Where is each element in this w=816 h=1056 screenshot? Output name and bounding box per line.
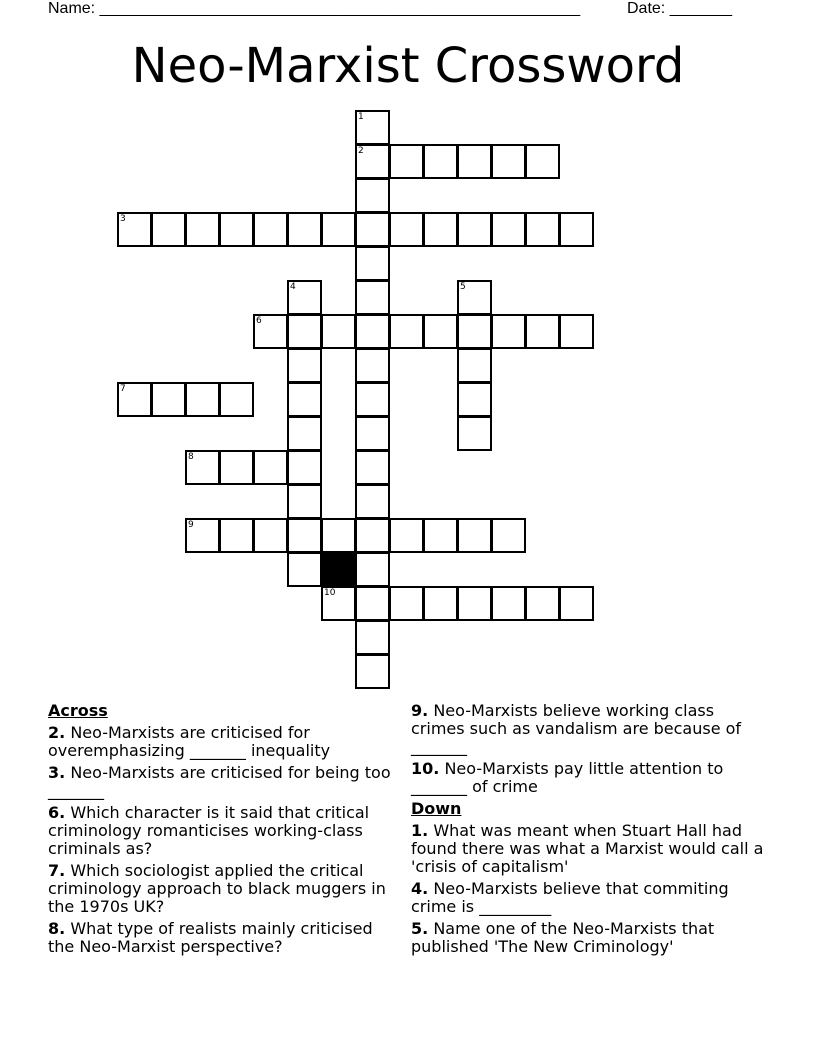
grid-cell[interactable] [423,314,458,349]
grid-cell[interactable] [457,416,492,451]
page-title: Neo-Marxist Crossword [131,38,685,94]
grid-cell[interactable] [355,212,390,247]
grid-cell[interactable] [559,212,594,247]
grid-cell[interactable] [151,382,186,417]
grid-cell[interactable] [423,586,458,621]
grid-cell[interactable] [525,144,560,179]
grid-cell[interactable] [355,654,390,689]
grid-cell[interactable] [355,416,390,451]
cell-number: 9 [188,520,194,530]
grid-cell[interactable] [185,212,220,247]
clue-across-3: 3. Neo-Marxists are criticised for being too _______ [48,763,391,800]
grid-cell[interactable] [321,212,356,247]
cell-number: 2 [358,146,364,156]
cell-number: 5 [460,282,466,292]
grid-cell[interactable] [423,212,458,247]
grid-cell[interactable] [287,212,322,247]
grid-cell[interactable] [321,586,356,621]
grid-cell[interactable] [355,518,390,553]
grid-cell[interactable] [321,314,356,349]
grid-cell[interactable] [355,280,390,315]
clues-left-column [48,702,398,960]
grid-cell[interactable] [219,212,254,247]
grid-cell[interactable] [491,314,526,349]
grid-cell[interactable] [457,518,492,553]
grid-cell[interactable] [389,586,424,621]
clue-down-4: 4. Neo-Marxists believe that commiting crime is _________ [411,879,729,916]
grid-cell[interactable] [321,518,356,553]
cell-number: 8 [188,452,194,462]
cell-number: 7 [120,384,126,394]
grid-cell[interactable] [355,246,390,281]
grid-cell[interactable] [117,212,152,247]
clue-across-2: 2. Neo-Marxists are criticised for overemphasizing _______ inequality [48,723,331,760]
grid-cell[interactable] [491,212,526,247]
grid-cell[interactable] [185,382,220,417]
grid-cell[interactable] [185,450,220,485]
name-line: Name: ______________________________________________________ [48,0,581,17]
grid-cell[interactable] [389,314,424,349]
grid-cell[interactable] [355,484,390,519]
grid-cell[interactable] [355,314,390,349]
grid-cell[interactable] [491,518,526,553]
cell-number: 3 [120,214,126,224]
grid-cell[interactable] [423,518,458,553]
clue-across-8: 8. What type of realists mainly criticised the Neo-Marxist perspective? [48,919,373,956]
clue-across-10: 10. Neo-Marxists pay little attention to _______ of crime [411,759,724,796]
grid-cell[interactable] [525,586,560,621]
grid-cell[interactable] [253,450,288,485]
grid-cell[interactable] [355,348,390,383]
grid-cell[interactable] [355,586,390,621]
clues-right-column [411,702,771,960]
grid-cell[interactable] [117,382,152,417]
grid-cell[interactable] [287,382,322,417]
grid-cell[interactable] [525,314,560,349]
grid-cell[interactable] [287,348,322,383]
grid-cell[interactable] [287,552,322,587]
grid-cell[interactable] [423,144,458,179]
grid-cell[interactable] [355,450,390,485]
grid-cell[interactable] [287,280,322,315]
date-line: Date: _______ [627,0,732,17]
clue-across-7: 7. Which sociologist applied the critical criminology approach to black muggers in the 1970s UK? [48,861,386,916]
cell-number: 1 [358,112,364,122]
grid-cell[interactable] [219,518,254,553]
grid-cell[interactable] [253,518,288,553]
grid-cell[interactable] [219,450,254,485]
grid-cell[interactable] [219,382,254,417]
grid-cell[interactable] [355,620,390,655]
clue-down-5: 5. Name one of the Neo-Marxists that published 'The New Criminology' [411,919,715,956]
grid-cell[interactable] [389,144,424,179]
grid-cell[interactable] [457,348,492,383]
cell-number: 10 [324,588,336,598]
grid-cell[interactable] [253,212,288,247]
cell-number: 4 [290,282,296,292]
grid-cell[interactable] [185,518,220,553]
grid-cell[interactable] [355,144,390,179]
grid-cell[interactable] [355,178,390,213]
grid-cell[interactable] [389,212,424,247]
grid-cell[interactable] [355,552,390,587]
grid-cell[interactable] [457,212,492,247]
grid-cell[interactable] [457,314,492,349]
grid-cell[interactable] [287,518,322,553]
grid-cell[interactable] [355,382,390,417]
grid-cell[interactable] [457,280,492,315]
grid-cell[interactable] [287,450,322,485]
clue-across-6: 6. Which character is it said that critical criminology romanticises working-class criminals as? [48,803,370,858]
down-heading: Down [411,799,462,818]
grid-cell[interactable] [389,518,424,553]
grid-cell[interactable] [457,586,492,621]
grid-cell[interactable] [559,314,594,349]
cell-number: 6 [256,316,262,326]
grid-cell[interactable] [287,416,322,451]
grid-cell[interactable] [253,314,288,349]
grid-cell[interactable] [355,110,390,145]
across-heading: Across [48,701,108,720]
grid-cell[interactable] [491,144,526,179]
clue-across-9: 9. Neo-Marxists believe working class crimes such as vandalism are because of _______ [411,701,742,756]
grid-cell[interactable] [287,484,322,519]
grid-cell[interactable] [457,144,492,179]
grid-cell[interactable] [491,586,526,621]
grid-cell[interactable] [457,382,492,417]
black-cell [321,552,356,587]
grid-cell[interactable] [287,314,322,349]
grid-cell[interactable] [151,212,186,247]
clue-down-1: 1. What was meant when Stuart Hall had found there was what a Marxist would call a 'crisis of capitalism' [411,821,764,876]
grid-cell[interactable] [525,212,560,247]
grid-cell[interactable] [559,586,594,621]
